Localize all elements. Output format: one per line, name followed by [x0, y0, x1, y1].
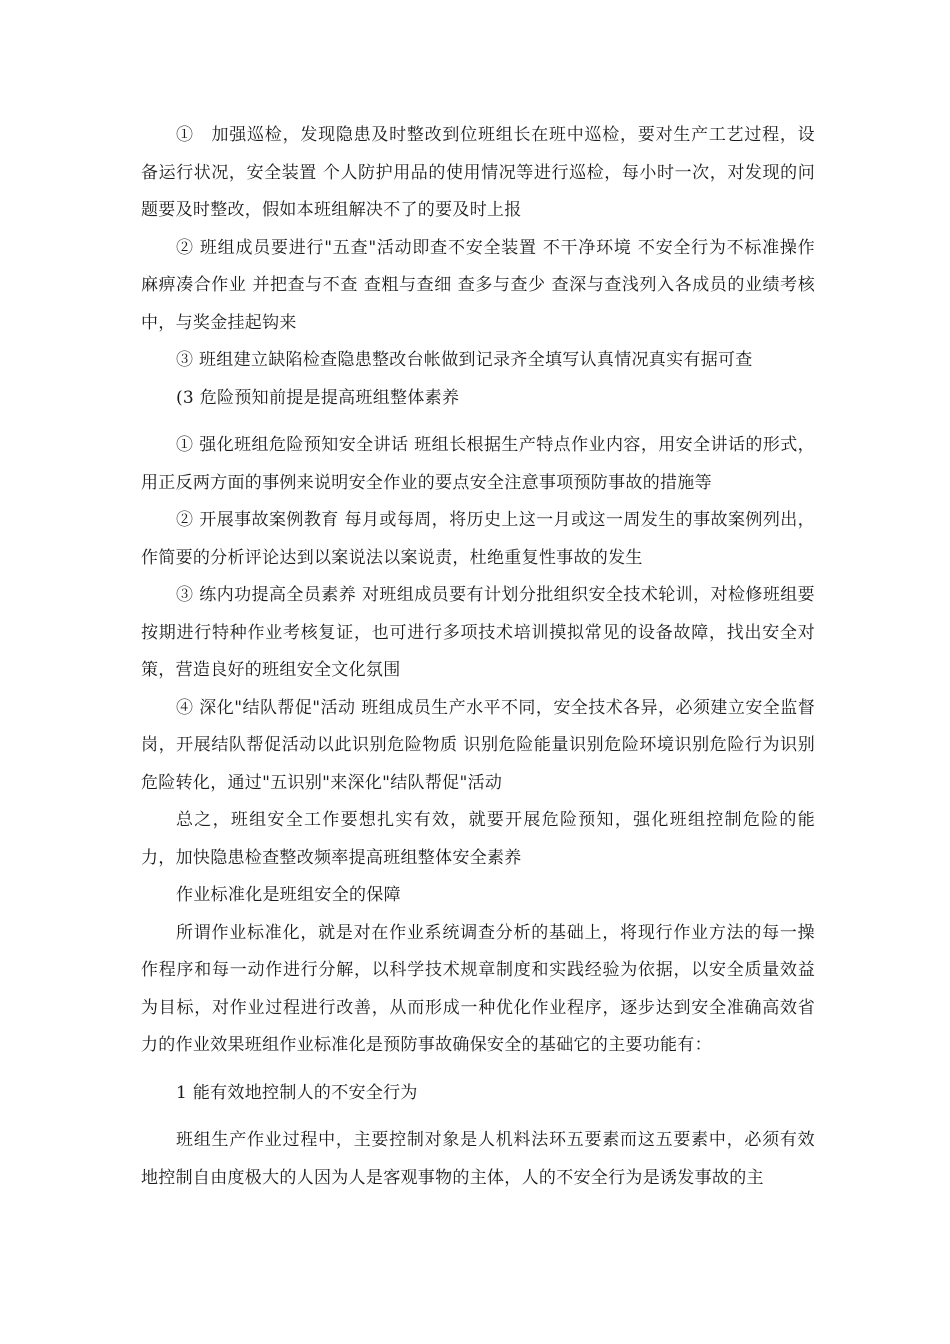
- paragraph-defect-ledger: ③ 班组建立缺陷检查隐患整改台帐做到记录齐全填写认真情况真实有据可查: [176, 350, 753, 370]
- section-heading-hazard-prediction: (3 危险预知前提是提高班组整体素养: [176, 387, 460, 408]
- paragraph-training: ③ 练内功提高全员素养 对班组成员要有计划分批组织安全技术轮训，对检修班组要按期进行特种作业考核复证，也可进行多项技术培训摸拟常见的设备故障，找出安全对策，营造良好的班组安全文化氛围: [141, 585, 815, 680]
- paragraph-team-assistance: ④ 深化"结队帮促"活动 班组成员生产水平不同，安全技术各异，必须建立安全监督岗，开展结队帮促活动以此识别危险物质 识别危险能量识别危险环境识别危险行为识别危险转化，通过"五识别"来深化"结队帮促"活动: [141, 697, 815, 793]
- paragraph-case-education: ② 开展事故案例教育 每月或每周，将历史上这一月或这一周发生的事故案例列出，作简要的分析评论达到以案说法以案说责，杜绝重复性事故的发生: [141, 510, 815, 568]
- paragraph-summary: 总之，班组安全工作要想扎实有效，就要开展危险预知，强化班组控制危险的能力，加快隐患检查整改频率提高班组整体安全素养: [141, 810, 815, 868]
- paragraph-five-checks: ② 班组成员要进行"五查"活动即查不安全装置 不干净环境 不安全行为不标准操作 麻痹凑合作业 并把查与不查 查粗与查细 查多与查少 查深与查浅列入各成员的业绩考核中，与奖金挂起钩来: [141, 237, 815, 333]
- paragraph-inspection: ① 加强巡检，发现隐患及时整改到位班组长在班中巡检，要对生产工艺过程，设备运行状况，安全装置 个人防护用品的使用情况等进行巡检，每小时一次，对发现的问题要及时整改，假如本班组解决不了的要及时上报: [141, 125, 815, 220]
- document-body: [141, 117, 815, 1197]
- subheading-control-unsafe-behavior: 1 能有效地控制人的不安全行为: [176, 1082, 418, 1103]
- section-heading-standardization: 作业标准化是班组安全的保障: [176, 885, 401, 905]
- paragraph-standardization-definition: 所谓作业标准化，就是对在作业系统调查分析的基础上，将现行作业方法的每一操作程序和每一动作进行分解，以科学技术规章制度和实践经验为依据，以安全质量效益为目标，对作业过程进行改善，从而形成一种优化作业程序，逐步达到安全准确高效省力的作业效果班组作业标准化是预防事故确保安全的基础它的主要功能有：: [141, 922, 815, 1055]
- paragraph-production-control: 班组生产作业过程中，主要控制对象是人机料法环五要素而这五要素中，必须有效地控制自由度极大的人因为人是客观事物的主体，人的不安全行为是诱发事故的主: [141, 1130, 815, 1188]
- paragraph-safety-talk: ① 强化班组危险预知安全讲话 班组长根据生产特点作业内容，用安全讲话的形式，用正反两方面的事例来说明安全作业的要点安全注意事项预防事故的措施等: [141, 435, 815, 493]
